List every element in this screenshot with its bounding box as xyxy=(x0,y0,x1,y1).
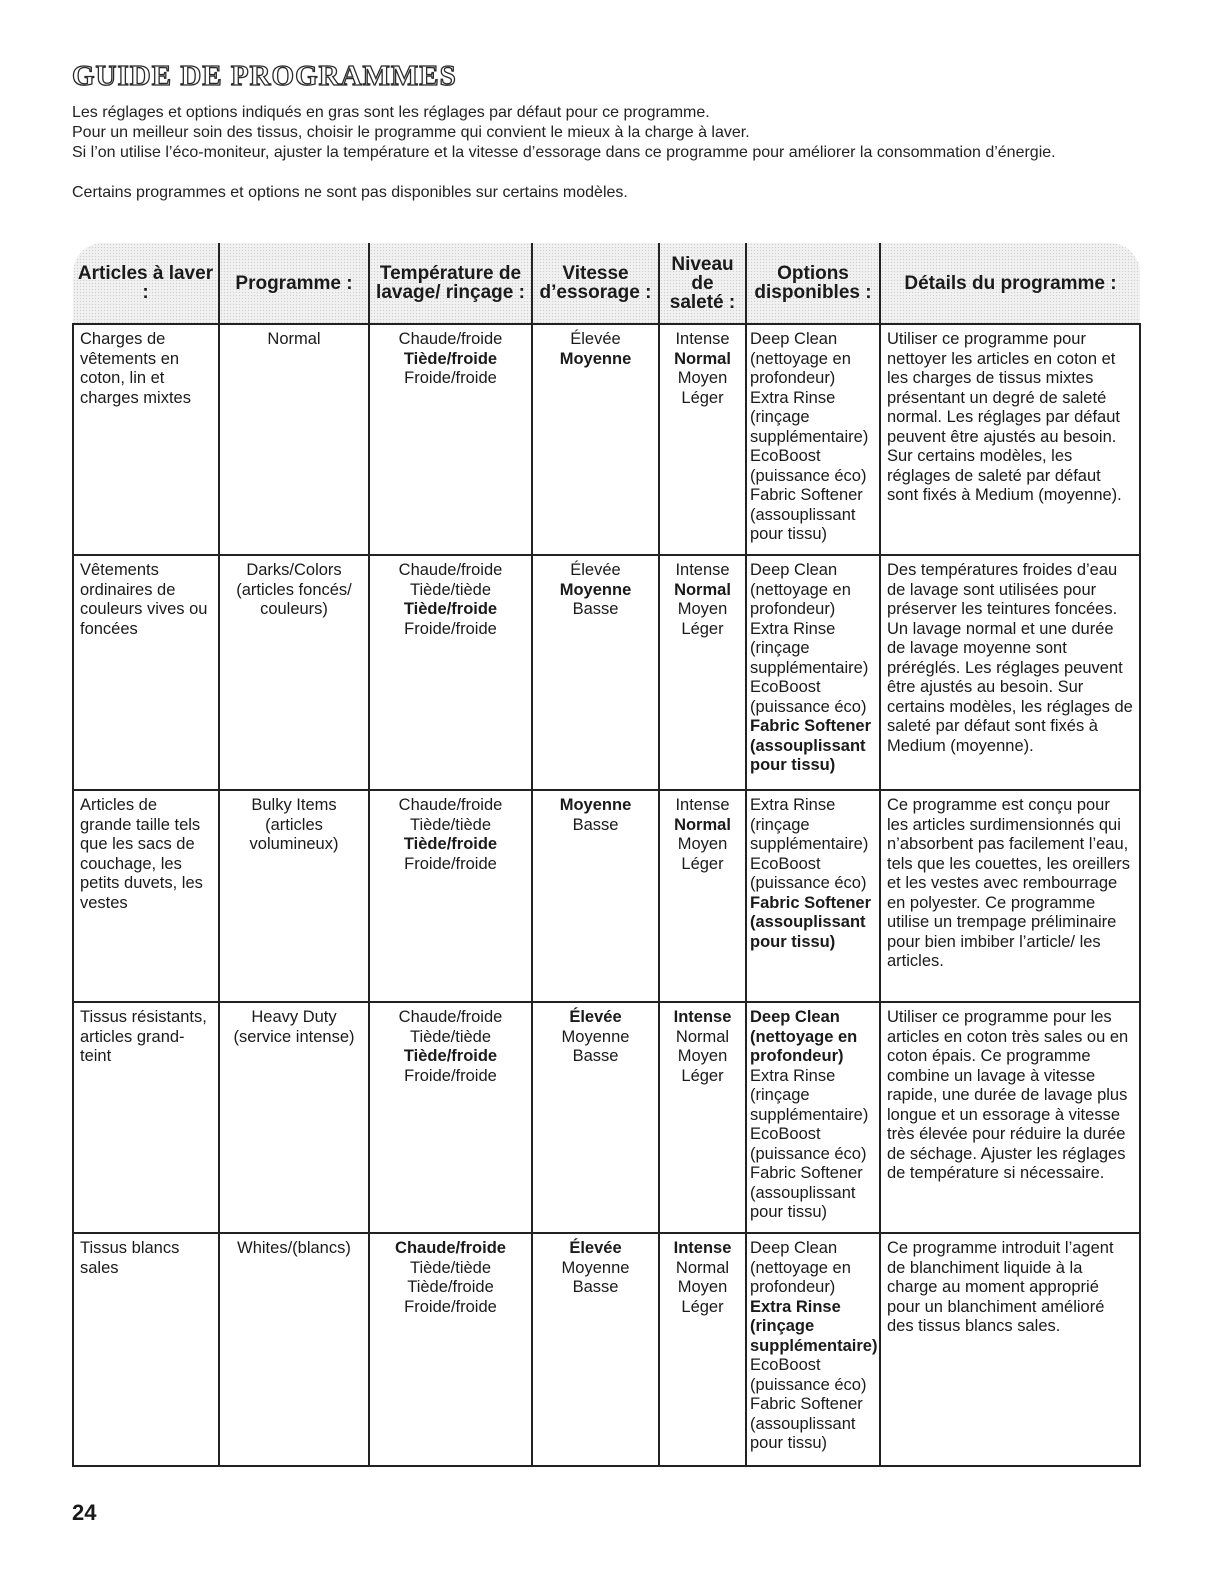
spin-speed-cell xyxy=(532,790,659,1002)
spin-speed-value: Moyenne xyxy=(561,1027,630,1046)
details-cell: Ce programme est conçu pour les articles surdimensionnés qui n’absorbent pas facilement l’eau, tels que les couettes, les oreillers et les vestes avec rembourrage en polyester. Ce programme utilise un trempage préliminaire pour bien imbiber l’article/ les articles. xyxy=(880,790,1140,1002)
options-cell xyxy=(746,1233,880,1466)
spin-speed-cell xyxy=(532,1233,659,1466)
options-cell xyxy=(746,1002,880,1233)
header-options: Options disponibles : xyxy=(746,243,880,324)
soil-level-value: Léger xyxy=(681,619,724,638)
spin-speed-value-default: Moyenne xyxy=(559,580,632,599)
spin-speed-value: Moyenne xyxy=(561,1258,630,1277)
articles-cell: Vêtements ordinaires de couleurs vives ou foncées xyxy=(73,555,219,790)
option-item: Extra Rinse (rinçage supplémentaire) xyxy=(750,619,869,677)
header-articles: Articles à laver : xyxy=(73,243,219,324)
option-item: EcoBoost (puissance éco) xyxy=(750,1356,867,1394)
temperature-value: Tiède/froide xyxy=(407,1278,494,1296)
soil-level-value: Moyen xyxy=(677,600,728,618)
programme-cell: Bulky Items (articles volumineux) xyxy=(219,790,369,1002)
temperature-cell xyxy=(369,555,532,790)
soil-level-value: Normal xyxy=(675,1027,730,1046)
table-row xyxy=(73,1233,1140,1466)
soil-level-value: Intense xyxy=(675,561,730,579)
temperature-cell xyxy=(369,324,532,555)
soil-level-cell xyxy=(659,555,746,790)
intro-text xyxy=(72,103,1072,203)
soil-level-value-default: Normal xyxy=(674,815,731,834)
spin-speed-value: Élevée xyxy=(570,561,621,579)
temperature-value-default: Tiède/froide xyxy=(403,1047,498,1065)
header-spin-speed: Vitesse d’essorage : xyxy=(532,243,659,324)
programme-cell: Normal xyxy=(219,324,369,555)
header-soil-level: Niveau de saleté : xyxy=(659,243,746,324)
temperature-value: Chaude/froide xyxy=(398,561,503,579)
soil-level-value: Léger xyxy=(681,388,724,407)
option-item: EcoBoost (puissance éco) xyxy=(750,447,867,485)
soil-level-value: Moyen xyxy=(677,1047,728,1065)
option-item: EcoBoost (puissance éco) xyxy=(750,678,867,716)
intro-line-fabric-care: Pour un meilleur soin des tissus, choisir le programme qui convient le mieux à la charge à laver. xyxy=(72,124,750,141)
table-row xyxy=(73,324,1140,555)
soil-level-value: Léger xyxy=(681,1297,724,1316)
option-item-default: Fabric Softener (assouplissant pour tissu) xyxy=(750,717,872,774)
soil-level-value-default: Normal xyxy=(674,580,731,599)
spin-speed-value: Basse xyxy=(572,600,619,618)
options-cell xyxy=(746,790,880,1002)
spin-speed-value: Basse xyxy=(572,1047,619,1065)
header-temperature: Température de lavage/ rinçage : xyxy=(369,243,532,324)
option-item: Fabric Softener (assouplissant pour tissu) xyxy=(750,486,863,543)
header-details: Détails du programme : xyxy=(880,243,1140,324)
option-item: Deep Clean (nettoyage en profondeur) xyxy=(750,1239,851,1296)
soil-level-cell xyxy=(659,790,746,1002)
soil-level-value: Moyen xyxy=(677,1278,728,1296)
option-item-default: Deep Clean (nettoyage en profondeur) xyxy=(750,1008,858,1065)
spin-speed-value-default: Élevée xyxy=(569,1008,622,1026)
temperature-value-default: Tiède/froide xyxy=(403,349,498,368)
option-item: Extra Rinse (rinçage supplémentaire) xyxy=(750,1066,869,1124)
intro-line-eco-monitor: Si l’on utilise l’éco-moniteur, ajuster la température et la vitesse d’essorage dans ce programme pour améliorer la consommation d’énergie. xyxy=(72,144,1056,161)
programme-cell: Whites/(blancs) xyxy=(219,1233,369,1466)
temperature-value: Tiède/tiède xyxy=(409,580,492,599)
articles-cell: Charges de vêtements en coton, lin et charges mixtes xyxy=(73,324,219,555)
table-header-row xyxy=(73,243,1140,324)
availability-note: Certains programmes et options ne sont pas disponibles sur certains modèles. xyxy=(72,184,628,201)
option-item-default: Extra Rinse (rinçage supplémentaire) xyxy=(750,1297,878,1355)
options-cell xyxy=(746,555,880,790)
programme-cell: Heavy Duty (service intense) xyxy=(219,1002,369,1233)
temperature-value: Froide/froide xyxy=(404,1066,497,1085)
articles-cell: Articles de grande taille tels que les sacs de couchage, les petits duvets, les vestes xyxy=(73,790,219,1002)
temperature-value: Tiède/tiède xyxy=(409,815,492,834)
soil-level-value: Moyen xyxy=(677,369,728,387)
temperature-value: Chaude/froide xyxy=(398,330,503,348)
page-title: GUIDE DE PROGRAMMES xyxy=(72,60,457,92)
details-cell: Utiliser ce programme pour les articles en coton très sales ou en coton épais. Ce programme combine un lavage à vitesse rapide, une durée de lavage plus longue et un essorage à vitesse très élevée pour réduire la durée de séchage. Ajuster les réglages de température si nécessaire. xyxy=(880,1002,1140,1233)
details-cell: Ce programme introduit l’agent de blanchiment liquide à la charge au moment approprié pour un blanchiment amélioré des tissus blancs sales. xyxy=(880,1233,1140,1466)
option-item: Fabric Softener (assouplissant pour tissu) xyxy=(750,1164,863,1221)
temperature-value: Froide/froide xyxy=(404,369,497,387)
soil-level-cell xyxy=(659,1002,746,1233)
intro-line-defaults: Les réglages et options indiqués en gras sont les réglages par défaut pour ce programme. xyxy=(72,104,710,121)
spin-speed-value: Basse xyxy=(572,1278,619,1296)
soil-level-value: Intense xyxy=(675,330,730,348)
option-item-default: Fabric Softener (assouplissant pour tissu) xyxy=(750,893,872,951)
spin-speed-value-default: Élevée xyxy=(569,1239,622,1257)
soil-level-value: Intense xyxy=(675,796,730,814)
spin-speed-value-default: Moyenne xyxy=(559,796,632,814)
option-item: EcoBoost (puissance éco) xyxy=(750,1125,867,1163)
temperature-value: Froide/froide xyxy=(404,619,497,638)
table-row xyxy=(73,1002,1140,1233)
details-cell: Utiliser ce programme pour nettoyer les articles en coton et les charges de tissus mixtes présentant un degré de saleté normal. Les réglages par défaut peuvent être ajustés au besoin. Sur certains modèles, les réglages de saleté par défaut sont fixés à Medium (moyenne). xyxy=(880,324,1140,555)
table-row xyxy=(73,555,1140,790)
spin-speed-value-default: Moyenne xyxy=(559,349,632,368)
temperature-cell xyxy=(369,1002,532,1233)
table-row xyxy=(73,790,1140,1002)
option-item: EcoBoost (puissance éco) xyxy=(750,854,867,892)
temperature-value-default: Tiède/froide xyxy=(403,835,498,853)
soil-level-value-default: Intense xyxy=(673,1239,732,1257)
temperature-value: Froide/froide xyxy=(404,1297,497,1316)
option-item: Deep Clean (nettoyage en profondeur) xyxy=(750,330,851,387)
soil-level-value-default: Normal xyxy=(674,349,731,368)
soil-level-value: Moyen xyxy=(677,835,728,853)
articles-cell: Tissus blancs sales xyxy=(73,1233,219,1466)
header-programme: Programme : xyxy=(219,243,369,324)
temperature-value-default: Tiède/froide xyxy=(403,600,498,618)
temperature-cell xyxy=(369,790,532,1002)
soil-level-value: Léger xyxy=(681,1066,724,1085)
temperature-value: Froide/froide xyxy=(404,854,497,873)
option-item: Extra Rinse (rinçage supplémentaire) xyxy=(750,388,869,446)
soil-level-cell xyxy=(659,324,746,555)
option-item: Extra Rinse (rinçage supplémentaire) xyxy=(750,796,869,853)
soil-level-value-default: Intense xyxy=(673,1008,732,1026)
temperature-value: Chaude/froide xyxy=(398,796,503,814)
temperature-cell xyxy=(369,1233,532,1466)
temperature-value: Tiède/tiède xyxy=(409,1258,492,1277)
temperature-value-default: Chaude/froide xyxy=(395,1239,506,1257)
option-item: Fabric Softener (assouplissant pour tissu) xyxy=(750,1395,863,1452)
spin-speed-value: Basse xyxy=(572,815,619,834)
cycle-guide-table xyxy=(72,243,1141,1467)
programme-cell: Darks/Colors (articles foncés/ couleurs) xyxy=(219,555,369,790)
temperature-value: Chaude/froide xyxy=(398,1008,503,1026)
spin-speed-cell xyxy=(532,1002,659,1233)
spin-speed-cell xyxy=(532,324,659,555)
details-cell: Des températures froides d’eau de lavage sont utilisées pour préserver les teintures foncées. Un lavage normal et une durée de lavage moyenne sont préréglés. Les réglages peuvent être ajustés au besoin. Sur certains modèles, les réglages de saleté par défaut sont fixés à Medium (moyenne). xyxy=(880,555,1140,790)
soil-level-cell xyxy=(659,1233,746,1466)
page-number: 24 xyxy=(72,1500,97,1525)
options-cell xyxy=(746,324,880,555)
soil-level-value: Léger xyxy=(681,854,724,873)
temperature-value: Tiède/tiède xyxy=(409,1027,492,1046)
spin-speed-cell xyxy=(532,555,659,790)
articles-cell: Tissus résistants, articles grand-teint xyxy=(73,1002,219,1233)
soil-level-value: Normal xyxy=(675,1258,730,1277)
option-item: Deep Clean (nettoyage en profondeur) xyxy=(750,561,851,618)
spin-speed-value: Élevée xyxy=(570,330,621,348)
